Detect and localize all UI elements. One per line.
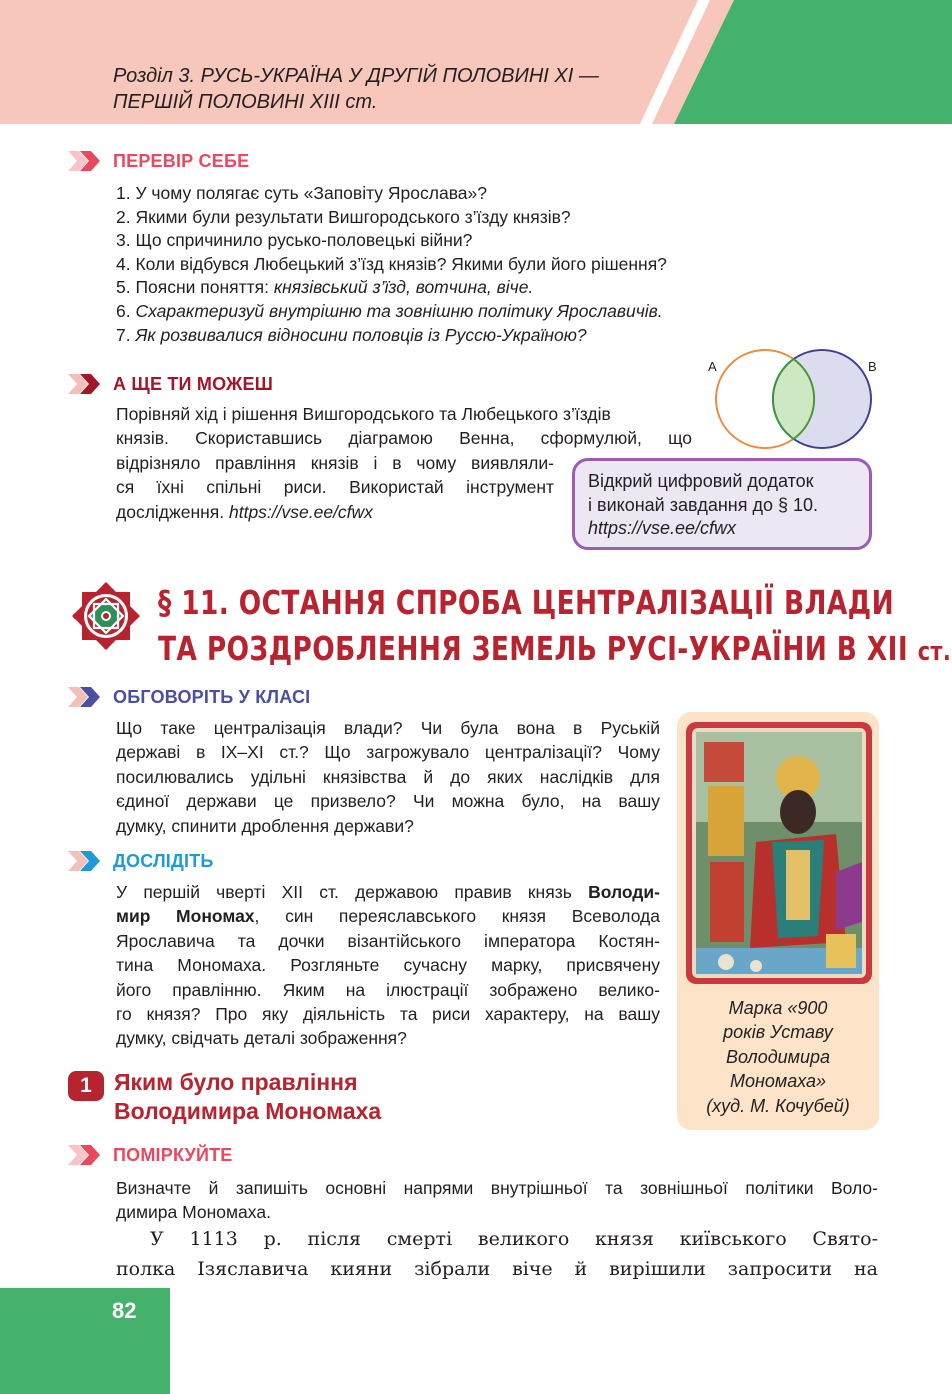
chapter-title (113, 63, 673, 115)
venn-circles (700, 345, 890, 455)
text-line: Ярославича та дочки візантійського імператора Костян- (116, 930, 660, 951)
discuss-heading (68, 685, 310, 709)
subsection-title (114, 1068, 381, 1126)
stamp-illustration (686, 722, 872, 984)
text-line: Що таке централізація влади? Чи була вона в Руській (116, 718, 660, 738)
question-item: 6. Схарактеризуй внутрішню та зовнішню політику Ярославичів. (116, 300, 663, 321)
investigate-text (116, 880, 660, 1051)
text-line: Порівняй хід і рішення Вишгородського та Любецького з’їздів (116, 404, 611, 424)
page-number-box (0, 1288, 170, 1394)
paragraph-title-line1: § 11. ОСТАННЯ СПРОБА ЦЕНТРАЛІЗАЦІЇ ВЛАДИ (158, 583, 895, 622)
page-number: 82 (112, 1298, 137, 1323)
paragraph-title-suffix: ст. (917, 637, 952, 667)
question-item: 1. У чому полягає суть «Заповіту Ярослава»? (116, 183, 488, 203)
venn-diagram (700, 345, 890, 455)
text-line: посилювались удільні князівства й до яких наслідків для (116, 766, 660, 787)
text-line: думку, спинити дроблення держави? (116, 815, 414, 836)
investigate-title: ДОСЛІДІТЬ (113, 850, 214, 871)
question-item: 2. Якими були результати Вишгородського з’їзду князів? (116, 206, 571, 227)
text-line: думку, свідчать деталі зображення? (116, 1028, 407, 1049)
caption-line: Володимира (725, 1046, 831, 1067)
research-link[interactable]: https://vse.ee/cfwx (228, 501, 373, 522)
caption-line: років Уставу (723, 1022, 833, 1043)
text-line: димира Мономаха. (116, 1202, 271, 1223)
double-chevron-icon (68, 687, 104, 707)
subsection-title-line2: Володимира Мономаха (114, 1098, 382, 1124)
text-line: єдиної держави це призвело? Чи можна було, на вашу (116, 791, 660, 812)
you-can-also-title: А ЩЕ ТИ МОЖЕШ (113, 373, 274, 394)
stamp-image (686, 722, 872, 984)
text-line: мир Мономах, син переяславського князя Всеволода (116, 906, 661, 927)
text-line: дослідження. https://vse.ee/cfwx (116, 501, 373, 522)
digital-line: і виконай завдання до § 10. (588, 494, 819, 515)
double-chevron-icon (68, 151, 104, 171)
check-yourself-heading (68, 149, 249, 173)
caption-line: Марка «900 (728, 998, 828, 1018)
double-chevron-icon (68, 1145, 104, 1165)
double-chevron-icon (68, 374, 104, 394)
check-yourself-title: ПЕРЕВІР СЕБЕ (113, 150, 250, 171)
discuss-title: ОБГОВОРІТЬ У КЛАСІ (113, 686, 311, 707)
double-chevron-icon (68, 851, 104, 871)
body-text (116, 1224, 878, 1284)
text-line: його правлінню. Яким на ілюстрації зображено велико- (116, 979, 660, 1000)
chapter-title-line2: ПЕРШІЙ ПОЛОВИНІ ХІІІ ст. (113, 91, 378, 113)
caption-line: (худ. М. Кочубей) (706, 1095, 850, 1116)
think-title: ПОМІРКУЙТЕ (113, 1144, 233, 1165)
text-line: князів. Скориставшись діаграмою Венна, сформулюй, що (116, 428, 692, 449)
think-heading (68, 1143, 233, 1167)
digital-line: Відкрий цифровий додаток (588, 471, 814, 491)
ornament-icon (70, 580, 142, 652)
text-line: тина Мономаха. Розгляньте сучасну марку, присвячену (116, 955, 660, 976)
stamp-caption (677, 996, 879, 1118)
text-line: У першій чверті XII ст. державою правив князь Володи- (116, 882, 660, 902)
text-line: державі в IX–XI ст.? Що загрожувало централізації? Чому (116, 742, 660, 763)
you-can-also-heading (68, 372, 273, 396)
text-line: го князя? Про яку діяльність та риси характеру, на вашу (116, 1004, 660, 1025)
question-item: 5. Поясни поняття: князівський з’їзд, вотчина, віче. (116, 277, 534, 298)
venn-label-a: A (708, 359, 717, 374)
think-text (116, 1176, 878, 1225)
caption-line: Мономаха» (729, 1071, 827, 1092)
text-line: відрізняло правління князів і в чому виявляли- (116, 452, 554, 473)
subsection-title-line1: Яким було правління (114, 1069, 358, 1095)
paragraph-title (158, 580, 951, 675)
body-line: полка Ізяславича кияни зібрали віче й вирішили запросити на (116, 1258, 878, 1280)
venn-label-b: B (868, 359, 877, 374)
text-line: Визначте й запишіть основні напрями внутрішньої та зовнішньої політики Воло- (116, 1178, 878, 1198)
question-item: 7. Як розвивалися відносини половців із Руссю-Україною? (116, 324, 587, 345)
question-item: 3. Що спричинило русько-половецькі війни? (116, 230, 473, 251)
discuss-text (116, 716, 660, 838)
paragraph-title-line2: ТА РОЗДРОБЛЕННЯ ЗЕМЕЛЬ РУСІ-УКРАЇНИ В ХІІ (158, 629, 918, 668)
question-item: 4. Коли відбувся Любецький з’їзд князів? Якими були його рішення? (116, 253, 667, 274)
chapter-title-line1: Розділ 3. РУСЬ-УКРАЇНА У ДРУГІЙ ПОЛОВИНІ ХІ — (113, 65, 599, 87)
check-yourself-questions (116, 182, 836, 347)
digital-supplement-box (572, 458, 872, 550)
body-line: У 1113 р. після смерті великого князя київського Свято- (150, 1228, 878, 1250)
investigate-heading (68, 849, 214, 873)
digital-link[interactable]: https://vse.ee/cfwx (588, 518, 737, 538)
subsection-number-badge: 1 (68, 1071, 104, 1101)
text-line: ся їхні спільні риси. Використай інструмент (116, 477, 554, 498)
